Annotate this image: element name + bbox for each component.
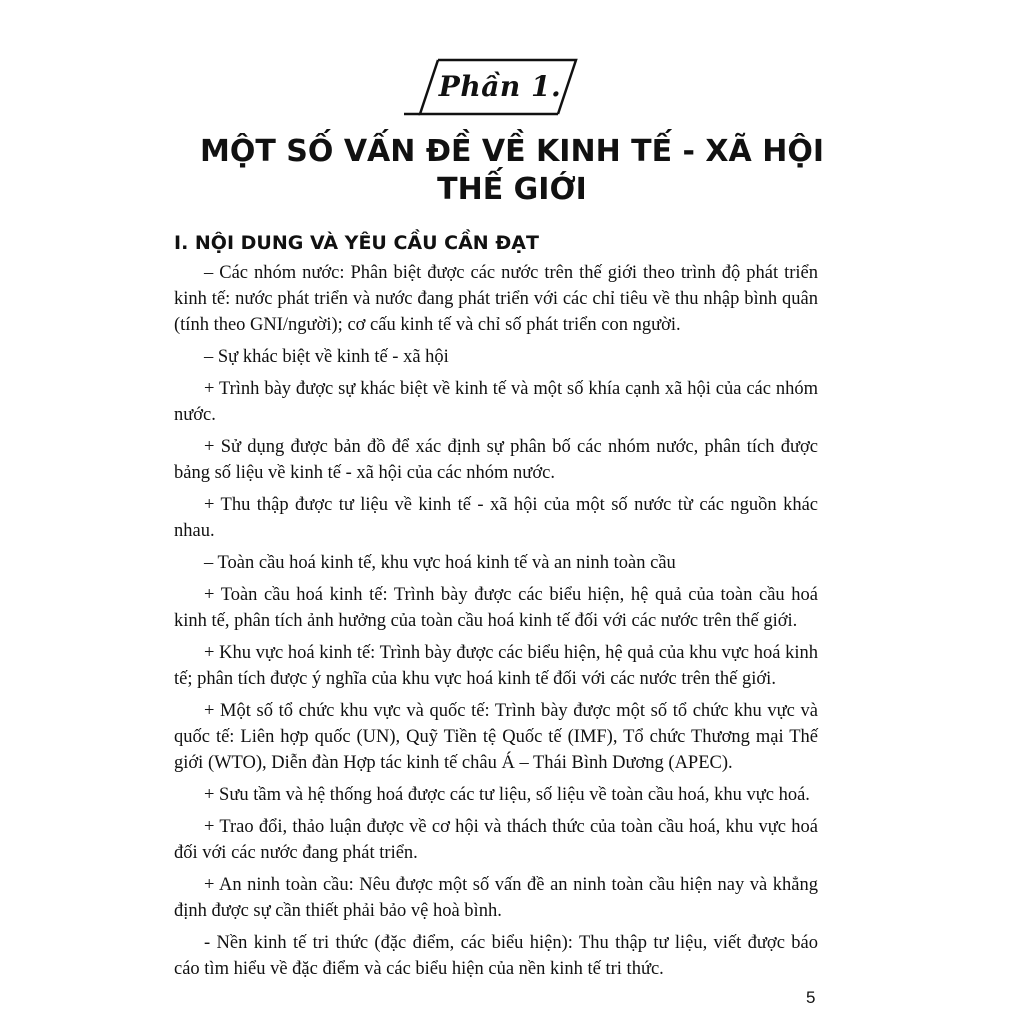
paragraph: – Sự khác biệt về kinh tế - xã hội — [204, 347, 449, 367]
paragraph: + Sử dụng được bản đồ để xác định sự phân bố các nhóm nước, phân tích được bảng số liệu về kinh tế - xã hội của các nhóm nước. — [174, 437, 818, 483]
paragraph: + Trình bày được sự khác biệt về kinh tế và một số khía cạnh xã hội của các nhóm nước. — [174, 379, 818, 425]
paragraph: + Khu vực hoá kinh tế: Trình bày được các biểu hiện, hệ quả của khu vực hoá kinh tế; phân tích được ý nghĩa của khu vực hoá kinh tế đối với các nước trên thế giới. — [174, 643, 818, 689]
page-number: 5 — [806, 988, 816, 1007]
paragraph: + Thu thập được tư liệu về kinh tế - xã hội của một số nước từ các nguồn khác nhau. — [174, 495, 818, 541]
chapter-title-line-1: MỘT SỐ VẤN ĐỀ VỀ KINH TẾ - XÃ HỘI — [200, 134, 824, 169]
chapter-title-line-2: THẾ GIỚI — [437, 172, 587, 207]
paragraph: + Một số tổ chức khu vực và quốc tế: Trình bày được một số tổ chức khu vực và quốc tế: Liên hợp quốc (UN), Quỹ Tiền tệ Quốc tế (IMF), Tổ chức Thương mại Thế giới (WTO), Diễn đàn Hợp tác kinh tế châu Á – Thái Bình Dương (APEC). — [174, 701, 818, 773]
body-text — [174, 260, 818, 988]
paragraph: - Nền kinh tế tri thức (đặc điểm, các biểu hiện): Thu thập tư liệu, viết được báo cáo tìm hiểu về đặc điểm và các biểu hiện của nền kinh tế tri thức. — [174, 933, 818, 979]
paragraph: – Toàn cầu hoá kinh tế, khu vực hoá kinh tế và an ninh toàn cầu — [204, 553, 676, 573]
paragraph: + Sưu tầm và hệ thống hoá được các tư liệu, số liệu về toàn cầu hoá, khu vực hoá. — [204, 785, 810, 805]
paragraph: + An ninh toàn cầu: Nêu được một số vấn đề an ninh toàn cầu hiện nay và khẳng định được sự cần thiết phải bảo vệ hoà bình. — [174, 875, 818, 921]
section-heading: I. NỘI DUNG VÀ YÊU CẦU CẦN ĐẠT — [174, 232, 539, 254]
part-label: Phần 1. — [438, 69, 562, 103]
paragraph: + Toàn cầu hoá kinh tế: Trình bày được các biểu hiện, hệ quả của toàn cầu hoá kinh tế, phân tích ảnh hưởng của toàn cầu hoá kinh tế đối với các nước trên thế giới. — [174, 585, 818, 631]
part-badge — [400, 56, 600, 116]
paragraph: – Các nhóm nước: Phân biệt được các nước trên thế giới theo trình độ phát triển kinh tế: nước phát triển và nước đang phát triển với các chỉ tiêu về thu nhập bình quân (tính theo GNI/người); cơ cấu kinh tế và chỉ số phát triển con người. — [174, 263, 818, 335]
paragraph: + Trao đổi, thảo luận được về cơ hội và thách thức của toàn cầu hoá, khu vực hoá đối với các nước đang phát triển. — [174, 817, 818, 863]
